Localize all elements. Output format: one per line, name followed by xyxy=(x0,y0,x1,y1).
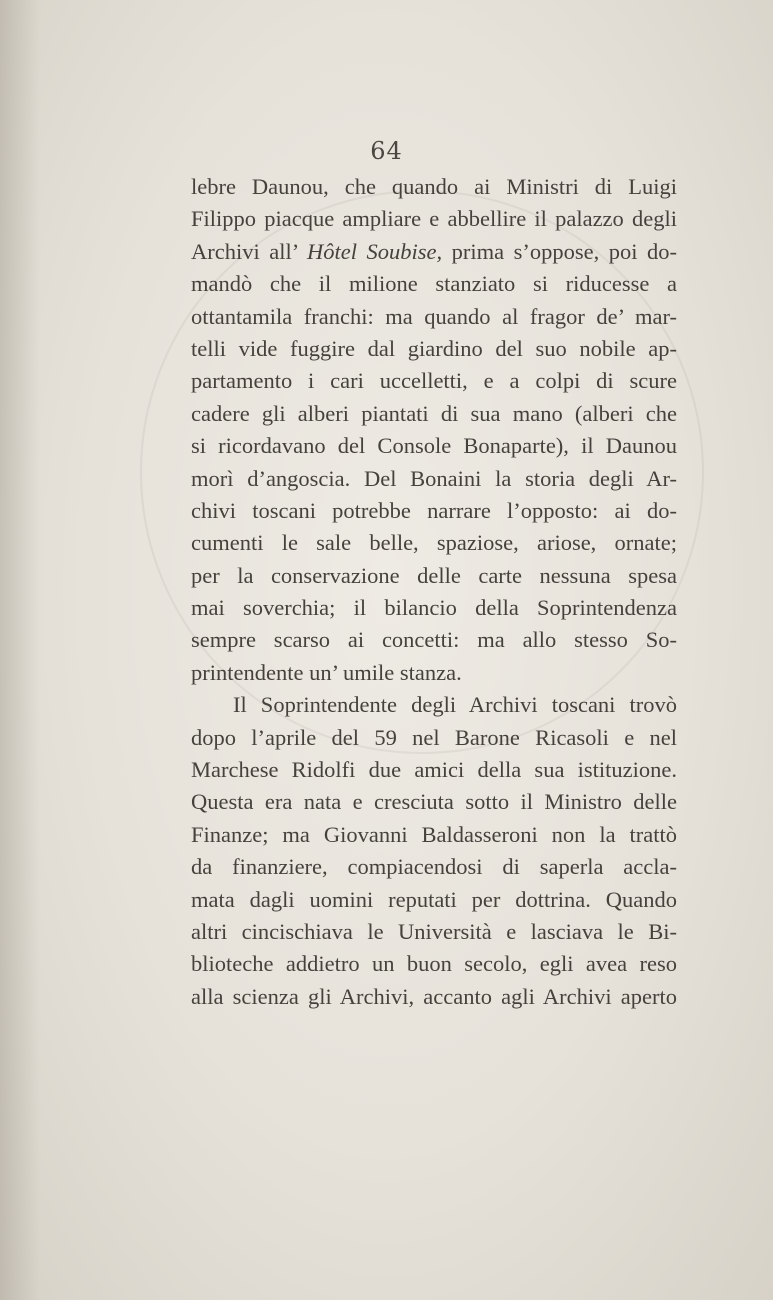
text-line-11: chivi toscani potrebbe narrare l’opposto: ai do- xyxy=(191,497,677,523)
text-line-9: si ricordavano del Console Bonaparte), il Daunou xyxy=(191,433,677,459)
text-line-2: Filippo piacque ampliare e abbellire il palazzo degli xyxy=(191,206,677,232)
text-line-14: mai soverchia; il bilancio della Soprintendenza xyxy=(191,595,677,621)
text-line-3-end: prima s’oppose, poi do- xyxy=(442,238,677,264)
page-number: 64 xyxy=(370,137,403,165)
text-line-3 xyxy=(191,236,677,268)
text-line-25: blioteche addietro un buon secolo, egli avea reso xyxy=(191,951,677,977)
text-line-24: altri cincischiava le Università e lasciava le Bi- xyxy=(191,918,677,944)
text-line-3-start: Archivi all’ xyxy=(191,238,308,264)
hotel-soubise-italic: Hôtel Soubise, xyxy=(307,238,443,264)
text-line-23: mata dagli uomini reputati per dottrina. Quando xyxy=(191,886,677,912)
text-line-5: ottantamila franchi: ma quando al fragor de’ mar- xyxy=(191,303,677,329)
text-line-19: Marchese Ridolfi due amici della sua istituzione. xyxy=(191,757,677,783)
text-line-22: da finanziere, compiacendosi di saperla accla- xyxy=(191,854,677,880)
text-line-16: printendente un’ umile stanza. xyxy=(191,659,462,685)
text-line-7: partamento i cari uccelletti, e a colpi di scure xyxy=(191,368,677,394)
binding-shadow xyxy=(0,0,40,1300)
text-line-12: cumenti le sale belle, spaziose, ariose, ornate; xyxy=(191,530,677,556)
text-line-1: lebre Daunou, che quando ai Ministri di Luigi xyxy=(191,174,677,199)
text-line-21: Finanze; ma Giovanni Baldasseroni non la trattò xyxy=(191,821,677,847)
text-line-6: telli vide fuggire dal giardino del suo nobile ap- xyxy=(191,335,677,361)
text-line-10: morì d’angoscia. Del Bonaini la storia degli Ar- xyxy=(191,465,677,491)
text-line-15: sempre scarso ai concetti: ma allo stesso So- xyxy=(191,627,677,653)
text-line-17: Il Soprintendente degli Archivi toscani trovò xyxy=(233,692,677,718)
text-line-26: alla scienza gli Archivi, accanto agli Archivi aperto xyxy=(191,983,677,1009)
text-line-8: cadere gli alberi piantati di sua mano (alberi che xyxy=(191,400,677,426)
text-line-20: Questa era nata e cresciuta sotto il Ministro delle xyxy=(191,789,677,815)
text-line-13: per la conservazione delle carte nessuna spesa xyxy=(191,562,677,588)
body-text xyxy=(191,171,677,1013)
text-line-4: mandò che il milione stanziato si riducesse a xyxy=(191,271,677,297)
text-line-18: dopo l’aprile del 59 nel Barone Ricasoli e nel xyxy=(191,724,677,750)
